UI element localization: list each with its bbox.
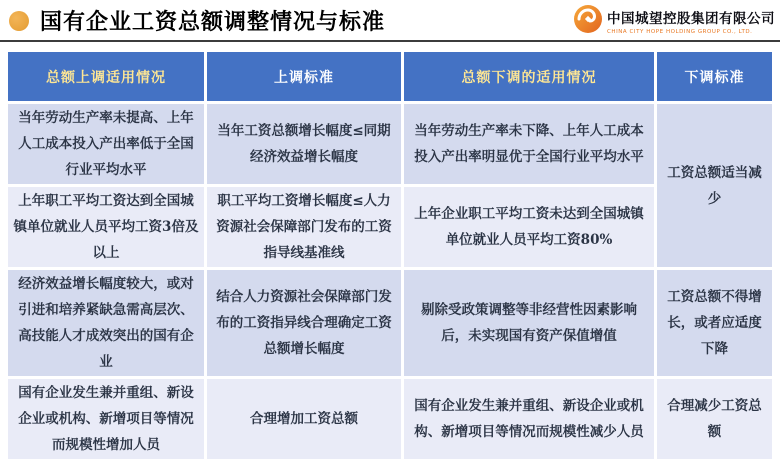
cell-raise-condition-2: 上年职工平均工资达到全国城镇单位就业人员平均工资3倍及以上 [8, 187, 204, 267]
cell-raise-condition-3: 经济效益增长幅度较大，或对引进和培养紧缺急需高层次、高技能人才成效突出的国有企业 [8, 270, 204, 376]
company-logo-icon [573, 4, 603, 38]
column-header-raise-conditions: 总额上调适用情况 [8, 52, 204, 101]
table-row [8, 379, 772, 459]
cell-cut-condition-2: 上年企业职工平均工资未达到全国城镇单位就业人员平均工资80% [404, 187, 654, 267]
cell-raise-condition-1: 当年劳动生产率未提高、上年人工成本投入产出率低于全国行业平均水平 [8, 104, 204, 184]
company-logo [573, 4, 775, 38]
table-header-row [8, 52, 772, 101]
cell-cut-condition-3: 剔除受政策调整等非经营性因素影响后，未实现国有资产保值增值 [404, 270, 654, 376]
table-row [8, 270, 772, 376]
cell-raise-standard-4: 合理增加工资总额 [207, 379, 401, 459]
company-logo-text [607, 7, 775, 35]
column-header-raise-standard: 上调标准 [207, 52, 401, 101]
cell-raise-standard-2: 职工平均工资增长幅度≤人力资源社会保障部门发布的工资指导线基准线 [207, 187, 401, 267]
cell-raise-condition-4: 国有企业发生兼并重组、新设企业或机构、新增项目等情况而规模性增加人员 [8, 379, 204, 459]
company-name: 中国城望控股集团有限公司 [607, 11, 775, 27]
cell-raise-standard-3: 结合人力资源社会保障部门发布的工资指异线合理确定工资总额增长幅度 [207, 270, 401, 376]
column-header-cut-conditions: 总额下调的适用情况 [404, 52, 654, 101]
cell-cut-condition-4: 国有企业发生兼并重组、新设企业或机构、新增项目等情况而规模性减少人员 [404, 379, 654, 459]
cell-cut-standard-4: 合理减少工资总额 [657, 379, 772, 459]
cell-raise-standard-1: 当年工资总额增长幅度≤同期经济效益增长幅度 [207, 104, 401, 184]
bullet-icon [9, 11, 29, 31]
column-header-cut-standard: 下调标准 [657, 52, 772, 101]
wage-adjustment-table [5, 49, 775, 462]
table-row [8, 104, 772, 184]
cell-cut-standard-3: 工资总额不得增长，或者应适度下降 [657, 270, 772, 376]
cell-cut-condition-1: 当年劳动生产率未下降、上年人工成本投入产出率明显优于全国行业平均水平 [404, 104, 654, 184]
page-title: 国有企业工资总额调整情况与标准 [40, 9, 386, 35]
header-divider [0, 40, 780, 42]
cell-cut-standard-1-2-merged: 工资总额适当减少 [657, 104, 772, 267]
company-name-en: CHINA CITY HOPE HOLDING GROUP CO., LTD. [607, 29, 753, 35]
